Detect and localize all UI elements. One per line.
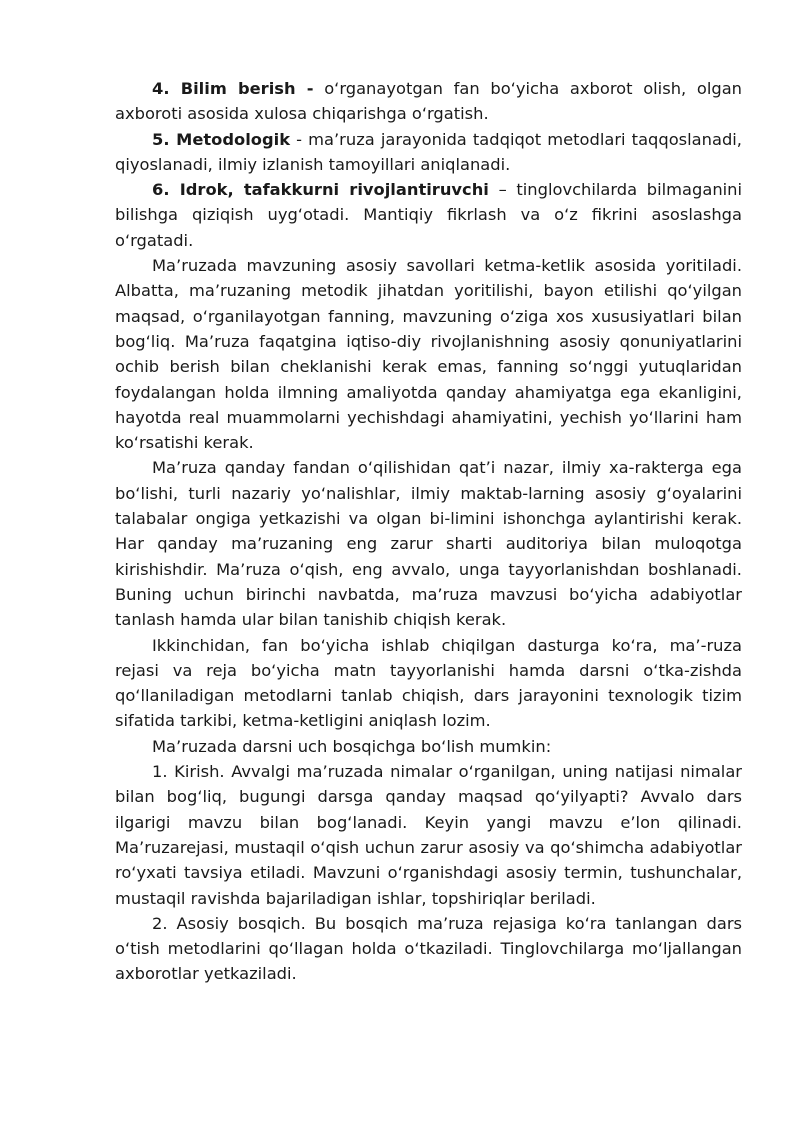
paragraph-text: - ma’ruza jarayonida tadqiqot metodlari taqqoslanadi, qiyoslanadi, ilmiy izlanish tamoyillari aniqlanadi. (115, 129, 742, 174)
paragraph-uch-bosqich: Ma’ruzada darsni uch bosqichga bo‘lish mumkin: (152, 736, 552, 756)
paragraph-idrok (115, 177, 742, 253)
paragraph-ikkinchidan: Ikkinchidan, fan bo‘yicha ishlab chiqilgan dasturga ko‘ra, ma’-ruza rejasi va reja bo‘yicha matn tayyorlanishi hamda darsni o‘tka-zishda qo‘llaniladigan metodlarni tanlab chiqish, dars jarayonini texnologik tizim sifatida tarkibi, ketma-ketligini aniqlash lozim. (115, 635, 742, 731)
paragraph-kirish: 1. Kirish. Avvalgi ma’ruzada nimalar o‘rganilgan, uning natijasi nimalar bilan bog‘liq, bugungi darsga qanday maqsad qo‘yilyapti? Avvalo dars ilgarigi mavzu bilan bog‘lanadi. Keyin yangi mavzu e’lon qilinadi. Ma’ruzarejasi, mustaqil o‘qish uchun zarur asosiy va qo‘shimcha adabiyotlar ro‘yxati tavsiya etiladi. Mavzuni o‘rganishdagi asosiy termin, tushunchalar, mustaqil ravishda bajariladigan ishlar, topshiriqlar beriladi. (115, 762, 742, 908)
paragraph-text: – tinglovchilarda bilmaganini bilishga qiziqish uyg‘otadi. Mantiqiy fikrlash va o‘z fikrini asoslashga o‘rgatadi. (115, 180, 743, 250)
paragraph-metodologik (115, 127, 742, 178)
paragraph-bilim-berish (115, 76, 742, 127)
paragraph-heading: 5. Metodologik (152, 129, 291, 149)
paragraph-heading: 4. Bilim berish - (152, 79, 314, 98)
paragraph-heading: 6. Idrok, tafakkurni rivojlantiruvchi (152, 180, 489, 200)
paragraph-mavzu-savollari: Ma’ruzada mavzuning asosiy savollari ketma-ketlik asosida yoritiladi. Albatta, ma’ruzaning metodik jihatdan yoritilishi, bayon etilishi qo‘yilgan maqsad, o‘rganilayotgan fanning, mavzuning o‘ziga xos xususiyatlari bilan bog‘liq. Ma’ruza faqatgina iqtiso-diy rivojlanishning asosiy qonuniyatlarini ochib berish bilan cheklanishi kerak emas, fanning so‘nggi yutuqlaridan foydalangan holda ilmning amaliyotda qanday ahamiyatga ega ekanligini, hayotda real muammolarni yechishdagi ahamiyatini, yechish yo‘llarini ham ko‘rsatishi kerak. (115, 256, 742, 453)
paragraph-ilmiy-xarakter: Ma’ruza qanday fandan o‘qilishidan qat’i nazar, ilmiy xa-rakterga ega bo‘lishi, turli nazariy yo‘nalishlar, ilmiy maktab-larning asosiy g‘oyalarini talabalar ongiga yetkazishi va olgan bi-limini ishonchga aylantirishi kerak. Har qanday ma’ruzaning eng zarur sharti auditoriya bilan muloqotga kirishishdir. Ma’ruza o‘qish, eng avvalo, unga tayyorlanishdan boshlanadi. Buning uchun birinchi navbatda, ma’ruza mavzusi bo‘yicha adabiyotlar tanlash hamda ular bilan tanishib chiqish kerak. (115, 458, 742, 630)
paragraph-text: o‘rganayotgan fan bo‘yicha axborot olish, olgan axboroti asosida xulosa chiqarishga o‘rgatish. (115, 79, 742, 124)
paragraph-asosiy-bosqich: 2. Asosiy bosqich. Bu bosqich ma’ruza rejasiga ko‘ra tanlangan dars o‘tish metodlarini qo‘llagan holda o‘tkaziladi. Tinglovchilarga mo‘ljallangan axborotlar yetkaziladi. (115, 913, 742, 984)
document-page (115, 76, 742, 987)
